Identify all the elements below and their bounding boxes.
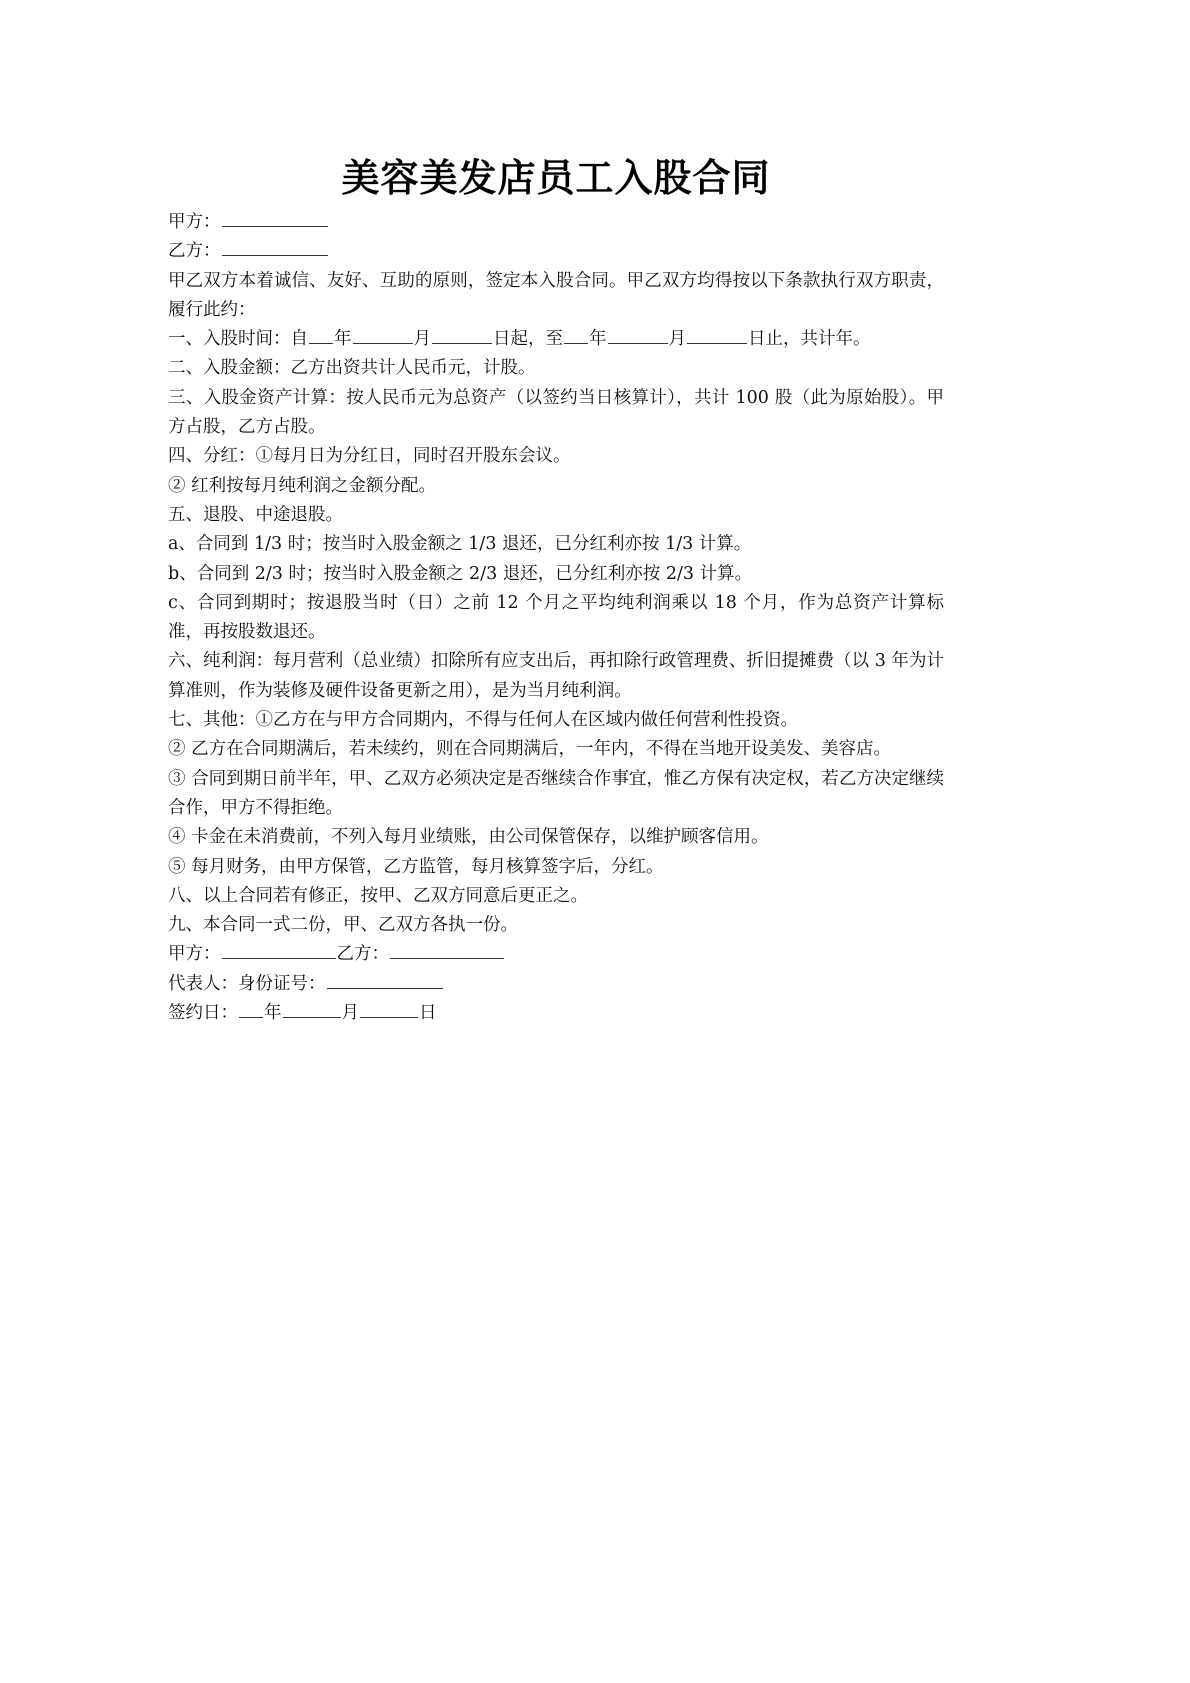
clause-4-2: ② 红利按每月纯利润之金额分配。 [168,475,437,496]
signature-party-b-label: 乙方： [336,944,389,965]
signature-party-b-blank [390,940,504,959]
end-year-label: 年 [589,329,607,350]
clause-8: 八、以上合同若有修正，按甲、乙双方同意后更正之。 [168,885,588,906]
clause-7-5: ⑤ 每月财务，由甲方保管，乙方监管，每月核算签字后，分红。 [168,856,664,877]
clause-6: 六、纯利润：每月营利（总业绩）扣除所有应支出后，再扣除行政管理费、折旧提摊费（以 3 年为计算准则，作为装修及硬件设备更新之用），是为当月纯利润。 [168,651,944,701]
party-b-label: 乙方： [168,241,221,262]
contract-page [168,150,944,1028]
party-a-blank [222,208,328,227]
end-month-blank [608,325,668,344]
signing-year-blank [239,999,263,1018]
signing-day-label: 日 [419,1003,437,1024]
signing-month-label: 月 [341,1003,359,1024]
clause-5-a: a、合同到 1/3 时；按当时入股金额之 1/3 退还，已分红利亦按 1/3 计算。 [168,534,752,555]
end-day-label: 日止，共计年。 [748,329,871,350]
document-title: 美容美发店员工入股合同 [341,155,771,200]
clause-5-b: b、合同到 2/3 时；按当时入股金额之 2/3 退还，已分红利亦按 2/3 计算。 [168,563,753,584]
signing-year-label: 年 [264,1003,282,1024]
signing-month-blank [283,999,341,1018]
end-month-label: 月 [668,329,686,350]
clause-1-prefix: 一、入股时间：自 [168,329,308,350]
end-year-blank [564,325,588,344]
party-a-line [168,208,944,237]
clause-7-2: ② 乙方在合同期满后，若未续约，则在合同期满后，一年内，不得在当地开设美发、美容店。 [168,739,892,760]
clause-5-c: c、合同到期时；按退股当时（日）之前 12 个月之平均纯利润乘以 18 个月，作为总资产计算标准，再按股数退还。 [168,592,944,643]
start-year-label: 年 [334,329,352,350]
party-b-blank [222,237,328,256]
start-month-label: 月 [413,329,431,350]
id-number-blank [327,970,443,989]
clause-4-1: 四、分红：①每月日为分红日，同时召开股东会议。 [168,446,571,467]
clause-7-1: 七、其他：①乙方在与甲方合同期内，不得与任何人在区域内做任何营利性投资。 [168,710,798,731]
intro-paragraph: 甲乙双方本着诚信、友好、互助的原则，签定本入股合同。甲乙双方均得按以下条款执行双方职责，履行此约： [168,270,944,320]
signature-party-a-blank [222,940,336,959]
representative-label: 代表人：身份证号： [168,973,326,994]
start-year-blank [309,325,333,344]
clause-9: 九、本合同一式二份，甲、乙双方各执一份。 [168,915,518,936]
clause-7-3: ③ 合同到期日前半年，甲、乙双方必须决定是否继续合作事宜，惟乙方保有决定权，若乙方决定继续合作，甲方不得拒绝。 [168,768,944,818]
clause-3: 三、入股金资产计算：按人民币元为总资产（以签约当日核算计），共计 100 股（此为原始股）。甲方占股，乙方占股。 [168,387,944,438]
representative-line [168,970,944,999]
start-day-label: 日起，至 [493,329,563,350]
start-day-blank [432,325,492,344]
clause-5: 五、退股、中途退股。 [168,504,343,525]
start-month-blank [353,325,413,344]
signature-party-a-label: 甲方： [168,944,221,965]
clause-2: 二、入股金额：乙方出资共计人民币元，计股。 [168,358,536,379]
end-day-blank [687,325,747,344]
clause-1 [168,325,944,354]
party-b-line [168,237,944,266]
signing-day-blank [360,999,418,1018]
signature-parties-line [168,940,944,969]
signing-date-line [168,999,944,1028]
party-a-label: 甲方： [168,212,221,232]
signing-date-label: 签约日： [168,1003,238,1024]
clause-7-4: ④ 卡金在未消费前，不列入每月业绩账，由公司保管保存，以维护顾客信用。 [168,827,769,848]
